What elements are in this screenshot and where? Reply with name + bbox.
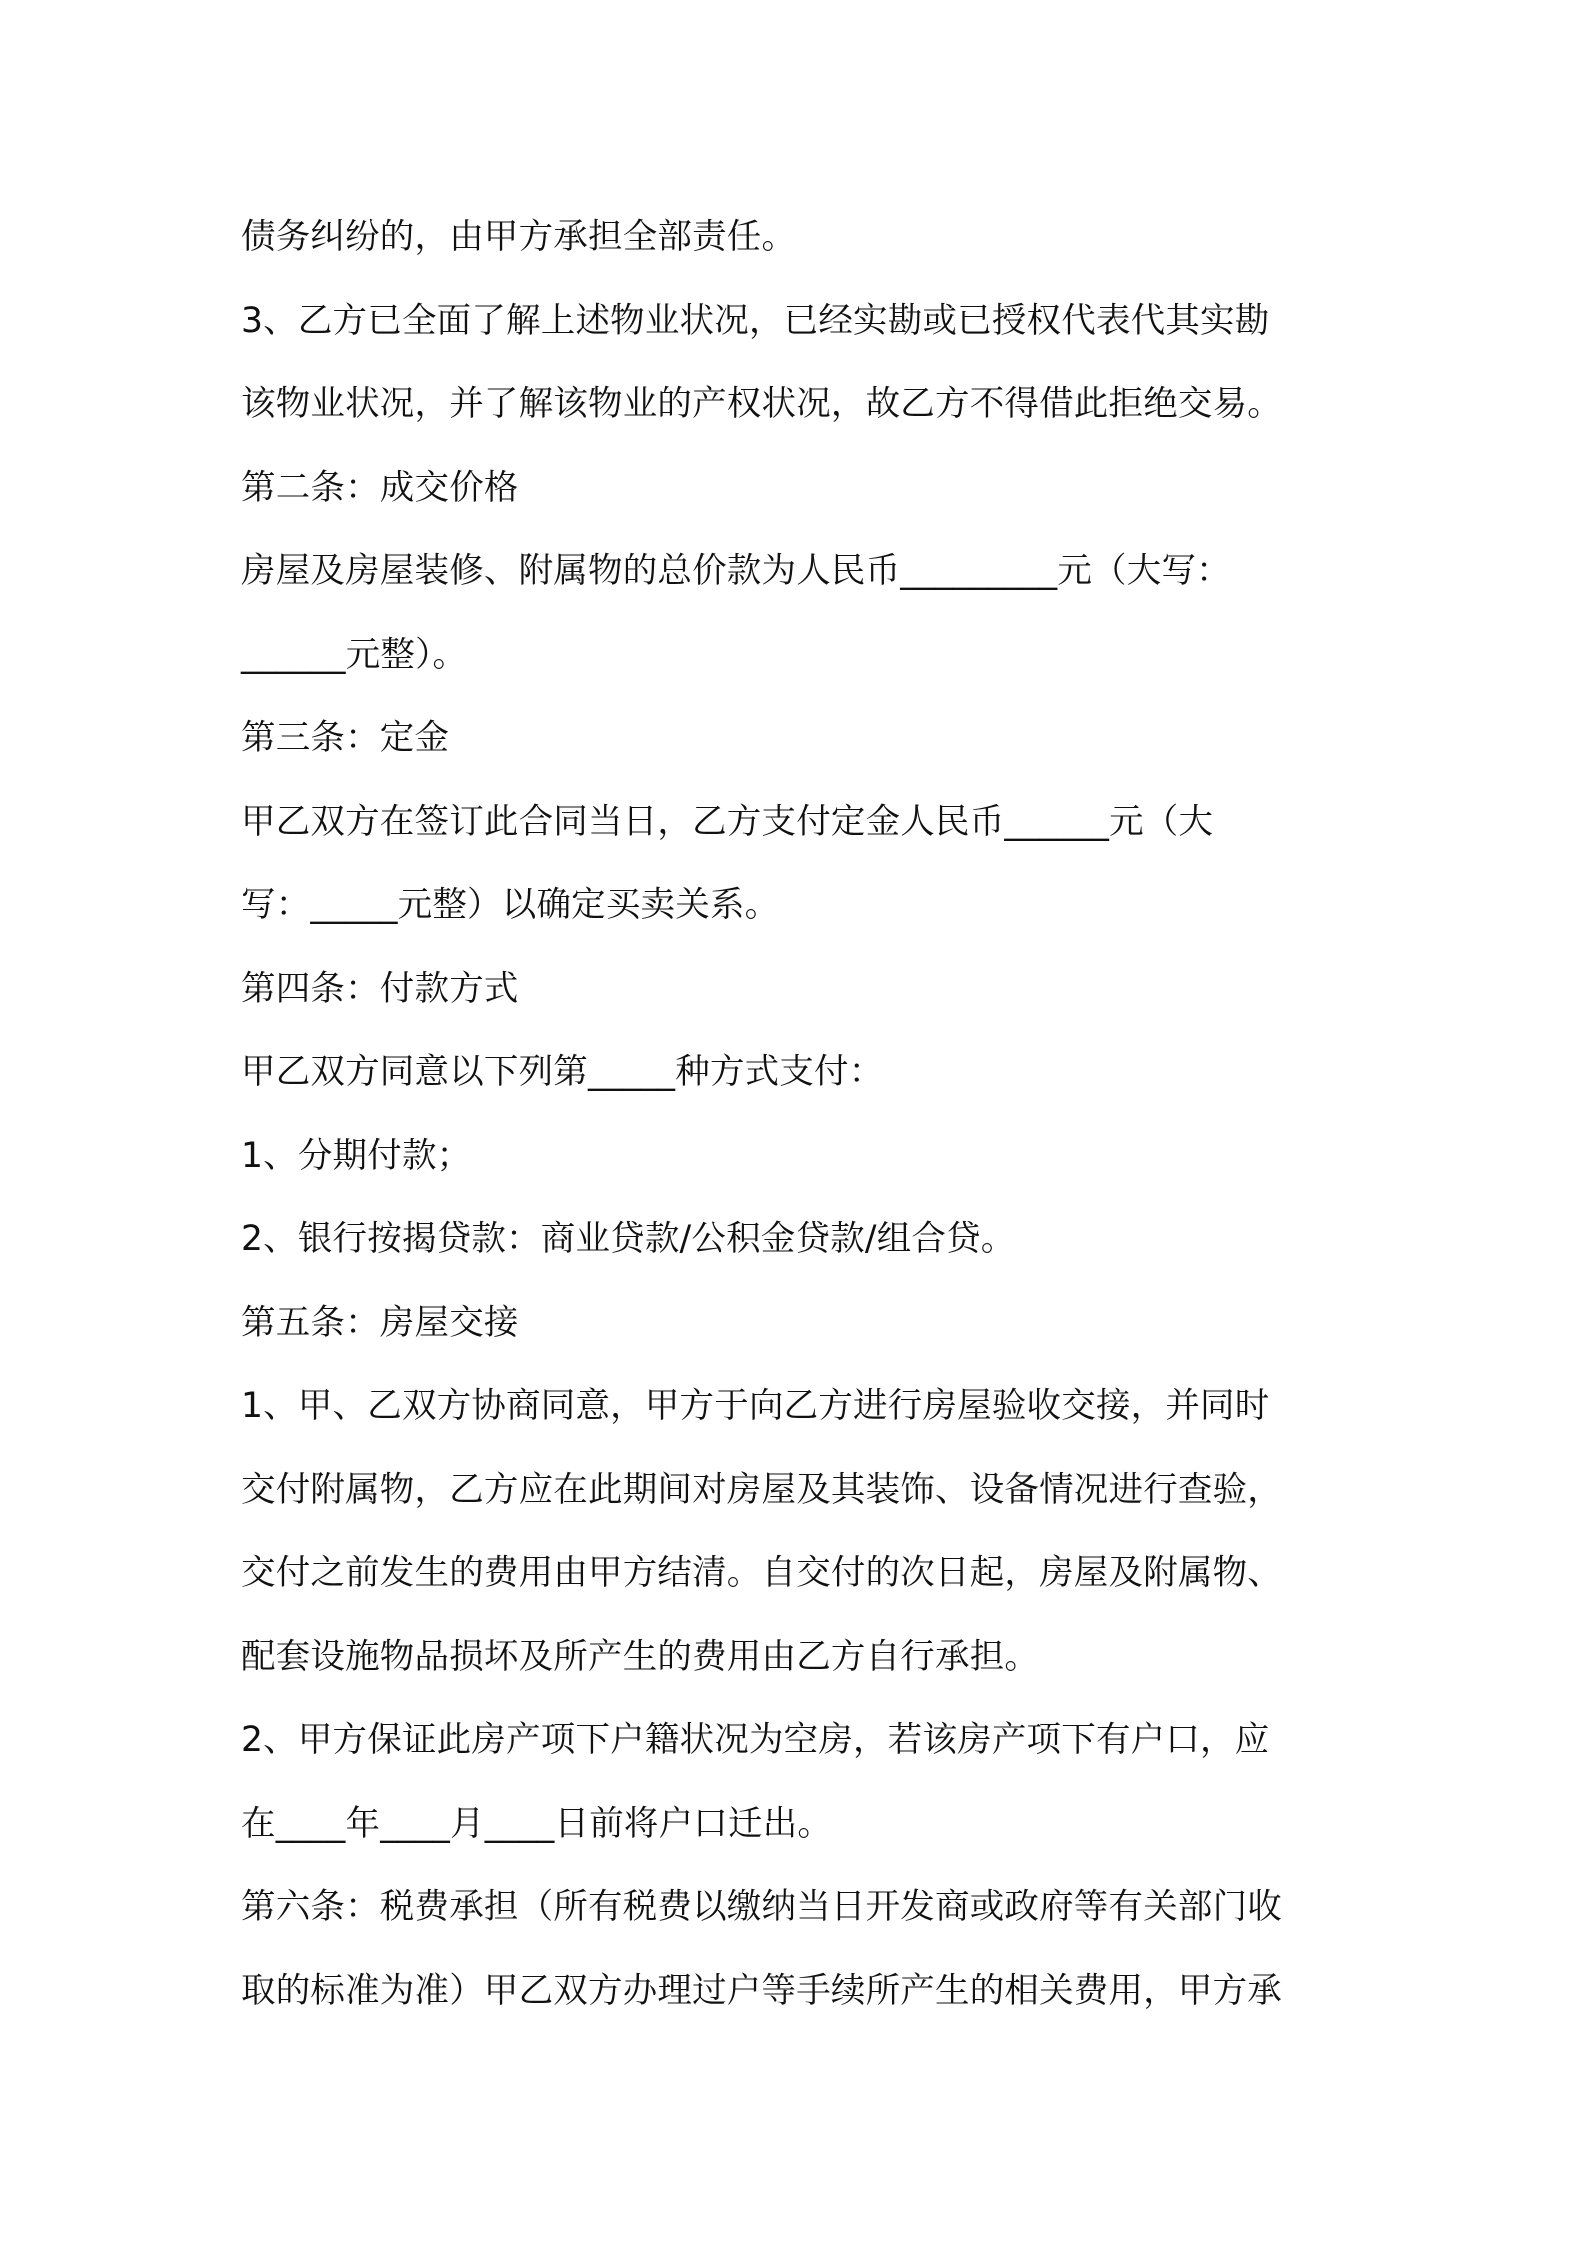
text-line: 交付附属物，乙方应在此期间对房屋及其装饰、设备情况进行查验，: [241, 1469, 1282, 1510]
text-line: 1、甲、乙双方协商同意，甲方于向乙方进行房屋验收交接，并同时: [241, 1386, 1270, 1426]
list-item: 1、分期付款；: [241, 1135, 472, 1176]
section-heading: 第六条：税费承担（所有税费以缴纳当日开发商或政府等有关部门收: [241, 1887, 1282, 1927]
list-item: 2、银行按揭贷款：商业贷款/公积金贷款/组合贷。: [241, 1219, 1016, 1259]
contract-text: [241, 196, 1361, 2033]
text-line: 该物业状况，并了解该物业的产权状况，故乙方不得借此拒绝交易。: [241, 384, 1282, 424]
text-line: 房屋及房屋装修、附属物的总价款为人民币_________元（大写：: [241, 551, 1231, 591]
text-line: 甲乙双方在签订此合同当日，乙方支付定金人民币______元（大: [241, 801, 1214, 842]
text-line: 交付之前发生的费用由甲方结清。自交付的次日起，房屋及附属物、: [241, 1553, 1282, 1593]
section-heading: 第四条：付款方式: [241, 968, 519, 1009]
section-heading: 第二条：成交价格: [241, 467, 519, 508]
section-heading: 第三条：定金: [241, 718, 450, 758]
text-line: 2、甲方保证此房产项下户籍状况为空房，若该房产项下有户口，应: [241, 1720, 1270, 1760]
text-line: ______元整）。: [241, 634, 468, 675]
text-line: 配套设施物品损坏及所产生的费用由乙方自行承担。: [241, 1636, 1040, 1677]
text-line: 3、乙方已全面了解上述物业状况，已经实勘或已授权代表代其实勘: [241, 300, 1270, 341]
text-line: 写：_____元整）以确定买卖关系。: [241, 885, 780, 925]
text-line: 取的标准为准）甲乙双方办理过户等手续所产生的相关费用，甲方承: [241, 1970, 1282, 2011]
text-line: 在____年____月____日前将户口迁出。: [241, 1803, 833, 1844]
section-heading: 第五条：房屋交接: [241, 1302, 519, 1343]
text-line: 甲乙双方同意以下列第_____种方式支付：: [241, 1052, 884, 1092]
text-line: 债务纠纷的，由甲方承担全部责任。: [241, 217, 797, 257]
